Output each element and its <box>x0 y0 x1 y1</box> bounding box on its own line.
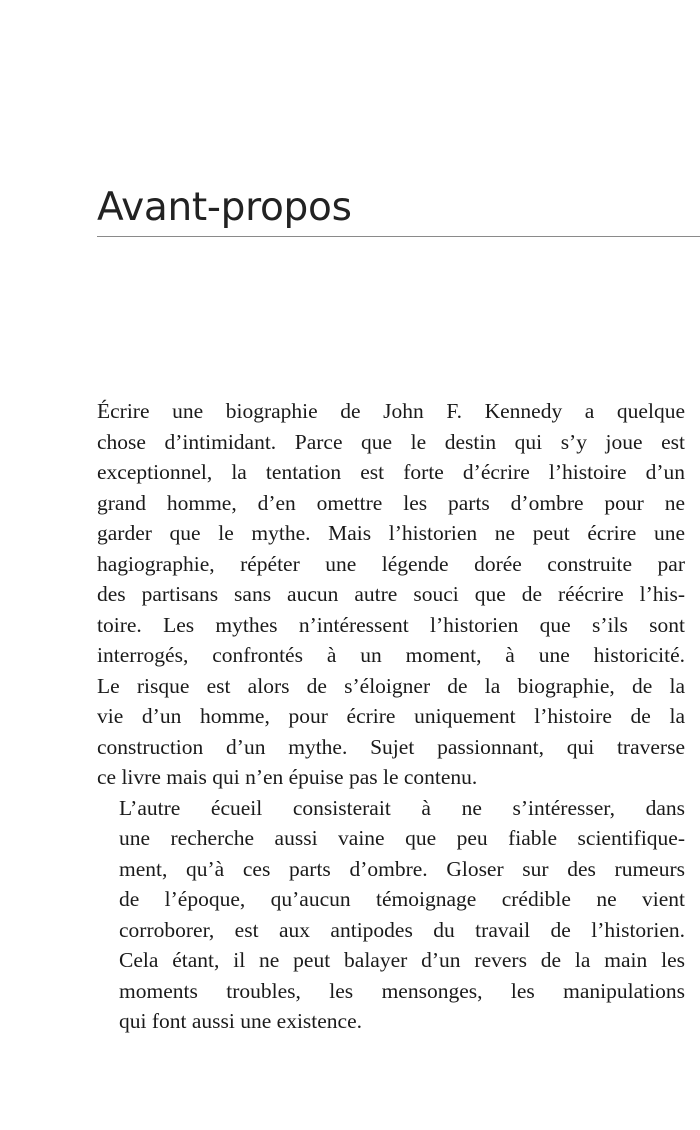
text-line: Cela étant, il ne peut balayer d’un revers de la main les <box>119 948 685 972</box>
text-line: une recherche aussi vaine que peu fiable scientifique- <box>119 826 685 850</box>
text-line: Le risque est alors de s’éloigner de la biographie, de la <box>97 673 685 698</box>
paragraph-1 <box>97 396 685 793</box>
text-line: toire. Les mythes n’intéressent l’historien que s’ils sont <box>97 612 685 637</box>
text-line: vie d’un homme, pour écrire uniquement l’histoire de la <box>97 704 685 728</box>
text-line: chose d’intimidant. Parce que le destin qui s’y joue est <box>97 429 685 454</box>
text-line: de l’époque, qu’aucun témoignage crédible ne vient <box>119 887 685 911</box>
text-line: garder que le mythe. Mais l’historien ne peut écrire une <box>97 521 685 545</box>
text-line: interrogés, confrontés à un moment, à une historicité. <box>97 643 685 667</box>
text-line: ment, qu’à ces parts d’ombre. Gloser sur des rumeurs <box>119 856 685 881</box>
text-line: ce livre mais qui n’en épuise pas le contenu. <box>97 765 478 789</box>
text-line: exceptionnel, la tentation est forte d’écrire l’histoire d’un <box>97 460 685 484</box>
chapter-title: Avant-propos <box>97 185 352 230</box>
text-line: corroborer, est aux antipodes du travail de l’historien. <box>119 917 685 942</box>
body-text <box>97 396 685 1037</box>
text-line: construction d’un mythe. Sujet passionnant, qui traverse <box>97 734 685 759</box>
text-line: Écrire une biographie de John F. Kennedy a quelque <box>97 399 685 423</box>
text-line: qui font aussi une existence. <box>119 1009 363 1033</box>
text-line: grand homme, d’en omettre les parts d’ombre pour ne <box>97 490 685 515</box>
paragraph-2 <box>97 793 685 1037</box>
title-rule <box>97 236 700 237</box>
text-line: des partisans sans aucun autre souci que de réécrire l’his- <box>97 582 685 606</box>
text-line: moments troubles, les mensonges, les manipulations <box>119 978 685 1003</box>
text-line: L’autre écueil consisterait à ne s’intéresser, dans <box>119 795 685 820</box>
text-line: hagiographie, répéter une légende dorée construite par <box>97 551 685 576</box>
